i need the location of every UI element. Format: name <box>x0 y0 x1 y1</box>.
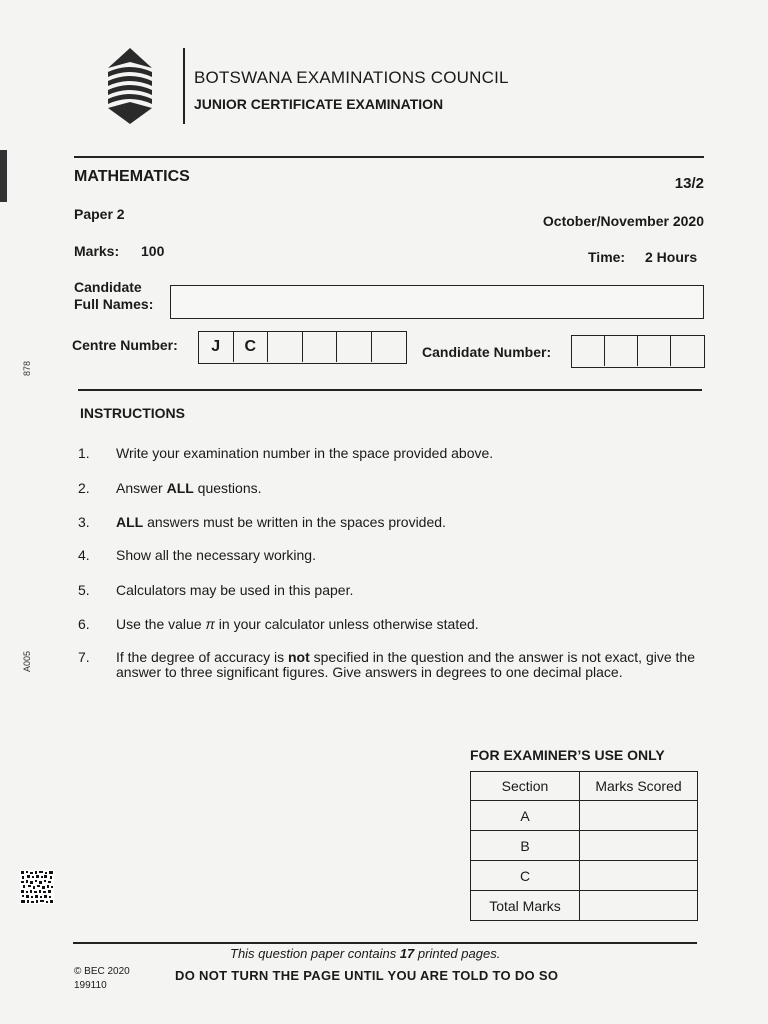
candidate-number-cell[interactable] <box>638 336 671 366</box>
instruction-text-segment: ALL <box>116 514 144 530</box>
instruction-text-segment: ALL <box>166 480 194 496</box>
candidate-number-field[interactable] <box>571 335 705 368</box>
table-header-row <box>471 772 698 801</box>
table-row <box>471 861 698 891</box>
marks-value: 100 <box>141 243 165 259</box>
candidate-names-field[interactable] <box>170 285 704 319</box>
score-cell[interactable] <box>580 831 698 861</box>
centre-number-cell[interactable] <box>303 332 338 362</box>
instruction-text <box>116 481 706 496</box>
centre-number-cell[interactable]: J <box>199 332 234 362</box>
instruction-number: 5. <box>78 582 90 598</box>
instruction-number: 1. <box>78 445 90 461</box>
paper-number: Paper 2 <box>74 206 125 222</box>
subject-title: MATHEMATICS <box>74 168 190 185</box>
bec-logo <box>100 46 160 126</box>
section-cell: C <box>471 861 580 891</box>
examiner-marks-table <box>470 771 698 921</box>
instruction-number: 6. <box>78 616 90 632</box>
centre-number-cell[interactable]: C <box>234 332 269 362</box>
table-row <box>471 831 698 861</box>
candidate-number-cell[interactable] <box>671 336 704 366</box>
instructions-title: INSTRUCTIONS <box>80 405 185 421</box>
instruction-number: 2. <box>78 480 90 496</box>
copyright-text: © BEC 2020 <box>74 966 130 977</box>
page-count-note <box>230 946 500 961</box>
instruction-text <box>116 650 706 680</box>
edge-tab-mark <box>0 150 7 202</box>
instruction-text-segment: If the degree of accuracy is <box>116 649 288 665</box>
paper-id: 199110 <box>74 980 107 991</box>
centre-number-cell[interactable] <box>268 332 303 362</box>
candidate-names-label <box>74 279 174 313</box>
centre-number-field[interactable] <box>198 331 407 364</box>
barcode-icon <box>20 870 54 904</box>
instruction-text <box>116 446 706 461</box>
instruction-number: 3. <box>78 514 90 530</box>
instruction-text-segment: in your calculator unless otherwise stated. <box>214 616 479 632</box>
section-header: Section <box>471 772 580 801</box>
instruction-text-segment: Calculators may be used in this paper. <box>116 582 354 598</box>
instruction-text-segment: questions. <box>193 480 262 496</box>
marks-label: Marks: <box>74 243 120 259</box>
marks-scored-header: Marks Scored <box>580 772 698 801</box>
instruction-text-segment: Use the value <box>116 616 206 632</box>
score-cell[interactable] <box>580 891 698 921</box>
instruction-text-segment: not <box>287 649 310 665</box>
candidate-number-cell[interactable] <box>605 336 638 366</box>
do-not-turn-warning: DO NOT TURN THE PAGE UNTIL YOU ARE TOLD TO DO SO <box>175 968 559 983</box>
candidate-names-label-line2: Full Names: <box>74 296 154 312</box>
copyright-block <box>74 965 130 993</box>
header-divider <box>183 48 185 124</box>
instruction-text <box>116 583 706 598</box>
instruction-text-segment: Answer <box>116 480 167 496</box>
page-count: 17 <box>399 946 415 961</box>
score-cell[interactable] <box>580 861 698 891</box>
page-count-suffix: printed pages. <box>414 946 501 961</box>
page-count-prefix: This question paper contains <box>230 946 400 961</box>
score-cell[interactable] <box>580 801 698 831</box>
centre-number-cell[interactable] <box>372 332 407 362</box>
instruction-text <box>116 617 706 632</box>
candidate-names-label-line1: Candidate <box>74 279 142 295</box>
council-name: BOTSWANA EXAMINATIONS COUNCIL <box>194 68 509 87</box>
section-cell: Total Marks <box>471 891 580 921</box>
side-code-top: 878 <box>22 360 32 376</box>
exam-name: JUNIOR CERTIFICATE EXAMINATION <box>194 96 444 112</box>
candidate-number-cell[interactable] <box>572 336 605 366</box>
table-row <box>471 801 698 831</box>
footer-divider <box>73 942 697 944</box>
exam-session: October/November 2020 <box>542 213 704 229</box>
examiner-use-title: FOR EXAMINER’S USE ONLY <box>470 747 665 763</box>
instruction-text-segment: Write your examination number in the space provided above. <box>116 445 494 461</box>
section-cell: B <box>471 831 580 861</box>
top-divider <box>74 156 704 158</box>
table-row <box>471 891 698 921</box>
time-value: 2 Hours <box>645 249 698 265</box>
candidate-number-label: Candidate Number: <box>422 344 552 360</box>
section-cell: A <box>471 801 580 831</box>
centre-number-cell[interactable] <box>337 332 372 362</box>
instruction-text <box>116 515 706 530</box>
instruction-text-segment: answers must be written in the spaces provided. <box>143 514 446 530</box>
instruction-text-segment: specified in the question and the answer is not exact, give the answer to three significant figures. Give answers in degrees to one decimal place. <box>116 649 695 680</box>
instruction-text-segment: π <box>205 616 215 632</box>
time-label: Time: <box>588 249 626 265</box>
paper-code: 13/2 <box>674 175 704 192</box>
side-code-bottom: A005 <box>22 650 32 672</box>
instruction-number: 4. <box>78 547 90 563</box>
instruction-number: 7. <box>78 649 90 665</box>
instructions-divider <box>78 389 702 391</box>
instruction-text-segment: Show all the necessary working. <box>116 547 316 563</box>
centre-number-label: Centre Number: <box>72 337 178 353</box>
instruction-text <box>116 548 706 563</box>
